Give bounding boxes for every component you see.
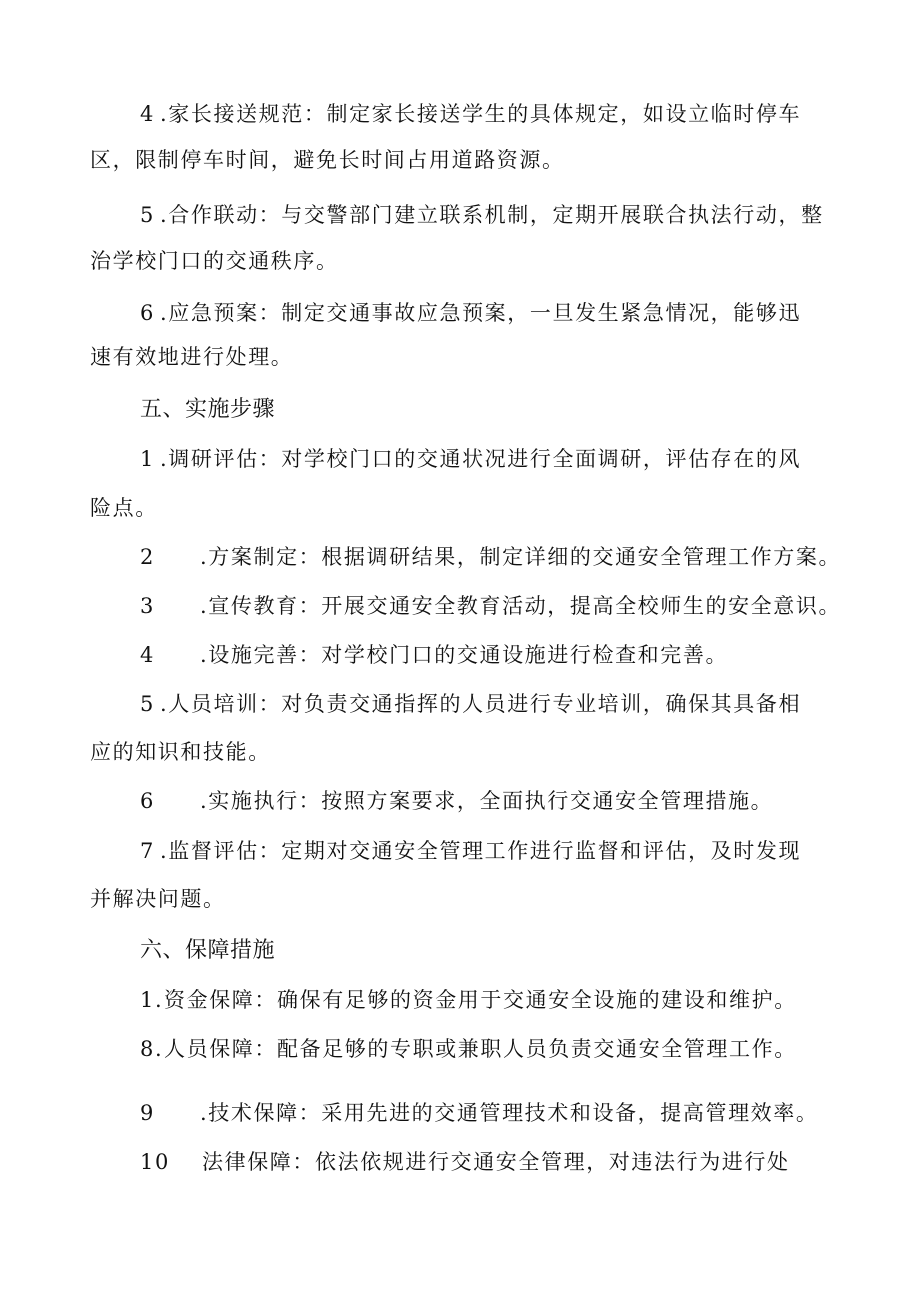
item-number: 9 — [140, 1101, 155, 1125]
item-text: 治学校门口的交通秩序。 — [90, 249, 339, 273]
item-number: 6 — [140, 789, 155, 813]
item-text: .实施执行：按照方案要求，全面执行交通安全管理措施。 — [200, 789, 774, 813]
item-text: .人员培训：对负责交通指挥的人员进行专业培训，确保其具备相 — [160, 692, 802, 716]
item-number: 5 — [140, 692, 155, 716]
item-text: .调研评估：对学校门口的交通状况进行全面调研，评估存在的风 — [160, 447, 802, 471]
item-number: 1 — [140, 447, 155, 471]
item-number: 3 — [140, 594, 155, 618]
item-number: 5 — [140, 203, 155, 227]
item-text: 应的知识和技能。 — [90, 740, 271, 764]
item-text: 并解决问题。 — [90, 887, 226, 911]
item-number: 2 — [140, 545, 155, 569]
item-text: .宣传教育：开展交通安全教育活动，提高全校师生的安全意识。 — [200, 594, 842, 618]
item-text: .应急预案：制定交通事故应急预案，一旦发生紧急情况，能够迅 — [160, 301, 802, 325]
item-number: 4 — [140, 643, 155, 667]
item-text: 人员保障：配备足够的专职或兼职人员负责交通安全管理工作。 — [164, 1037, 797, 1061]
item-number: 6 — [140, 301, 155, 325]
item-number: 1. — [140, 988, 164, 1012]
item-text: 险点。 — [90, 496, 158, 520]
section-5-title: 五、实施步骤 — [140, 397, 276, 422]
item-text: 速有效地进行处理。 — [90, 345, 294, 369]
item-text: .设施完善：对学校门口的交通设施进行检查和完善。 — [200, 643, 729, 667]
item-text: 法律保障：依法依规进行交通安全管理，对违法行为进行处 — [202, 1150, 790, 1174]
item-text: .合作联动：与交警部门建立联系机制，定期开展联合执法行动，整 — [160, 203, 824, 227]
item-number: 4 — [140, 102, 155, 126]
item-number: 10 — [140, 1150, 170, 1174]
item-number: 8. — [140, 1037, 164, 1061]
section-6-title: 六、保障措施 — [140, 938, 276, 963]
item-text: .监督评估：定期对交通安全管理工作进行监督和评估，及时发现 — [160, 839, 802, 863]
item-text: .方案制定：根据调研结果，制定详细的交通安全管理工作方案。 — [200, 545, 842, 569]
item-text: .技术保障：采用先进的交通管理技术和设备，提高管理效率。 — [200, 1101, 819, 1125]
item-text: .家长接送规范：制定家长接送学生的具体规定，如设立临时停车 — [160, 102, 802, 126]
item-text: 区，限制停车时间，避免长时间占用道路资源。 — [90, 148, 565, 172]
item-number: 7 — [140, 839, 155, 863]
item-text: 资金保障：确保有足够的资金用于交通安全设施的建设和维护。 — [164, 988, 797, 1012]
